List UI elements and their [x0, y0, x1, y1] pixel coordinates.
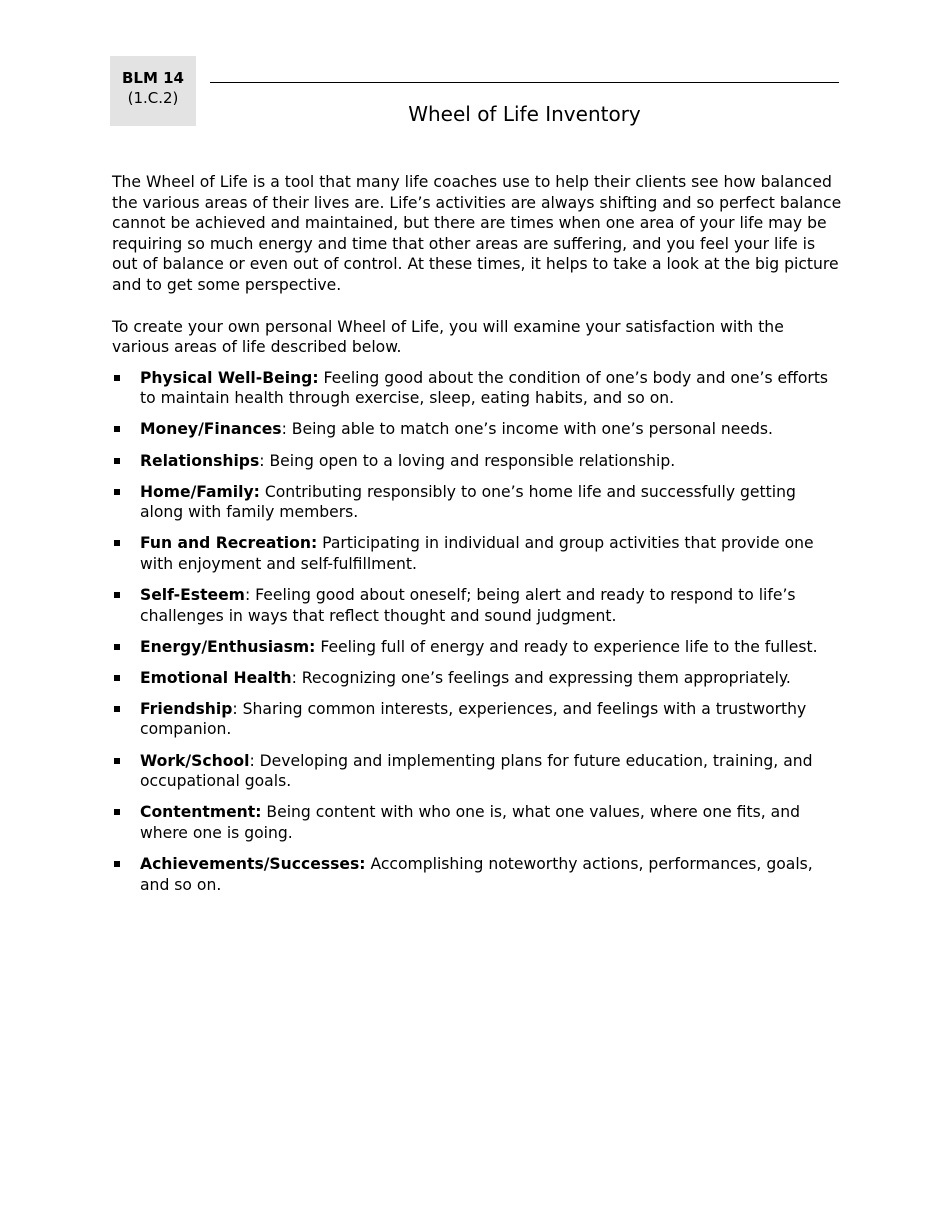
area-description: Feeling full of energy and ready to experience life to the fullest.: [315, 637, 818, 656]
area-description: Contributing responsibly to one’s home life and successfully getting along with family members.: [140, 482, 796, 522]
list-item: [112, 533, 842, 574]
area-description: : Developing and implementing plans for future education, training, and occupational goals.: [140, 751, 813, 791]
area-description: Feeling good about the condition of one’s body and one’s efforts to maintain health through exercise, sleep, eating habits, and so on.: [140, 368, 829, 408]
area-term: Achievements/Successes:: [140, 854, 366, 873]
square-bullet-icon: [114, 644, 120, 650]
area-description: : Being able to match one’s income with one’s personal needs.: [281, 420, 773, 439]
area-term: Work/School: [140, 751, 250, 770]
intro-paragraph-2: To create your own personal Wheel of Life, you will examine your satisfaction with the various areas of life described below.: [112, 317, 784, 357]
square-bullet-icon: [114, 458, 120, 464]
header-rule: [210, 82, 839, 83]
list-item: [112, 368, 842, 409]
area-term: Relationships: [140, 451, 260, 470]
square-bullet-icon: [114, 426, 120, 432]
square-bullet-icon: [114, 809, 120, 815]
area-description: Being content with who one is, what one values, where one fits, and where one is going.: [140, 803, 800, 842]
area-term: Contentment:: [140, 803, 262, 822]
list-item: [112, 585, 842, 626]
area-term: Money/Finances: [140, 420, 282, 439]
list-item: [112, 668, 842, 689]
area-description: Accomplishing noteworthy actions, performances, goals, and so on.: [140, 854, 813, 894]
blm-code: BLM 14: [121, 69, 184, 87]
document-body: [112, 172, 842, 906]
list-item: [112, 637, 842, 658]
area-term: Friendship: [140, 699, 233, 718]
square-bullet-icon: [114, 861, 120, 867]
list-item: [112, 802, 842, 843]
list-item: [112, 854, 842, 895]
square-bullet-icon: [114, 489, 120, 495]
area-term: Fun and Recreation:: [140, 534, 318, 553]
square-bullet-icon: [114, 675, 120, 681]
life-areas-list: [112, 368, 842, 895]
list-item: [112, 699, 842, 740]
list-item: [112, 751, 842, 792]
list-item: [112, 451, 842, 472]
blm-label-box: [110, 56, 196, 126]
list-item: [112, 419, 842, 440]
square-bullet-icon: [114, 706, 120, 712]
area-description: Participating in individual and group activities that provide one with enjoyment and self-fulfillment.: [140, 534, 814, 573]
area-term: Energy/Enthusiasm:: [140, 637, 316, 656]
area-description: : Feeling good about oneself; being alert and ready to respond to life’s challenges in ways that reflect thought and sound judgment.: [140, 586, 796, 625]
area-description: : Recognizing one’s feelings and expressing them appropriately.: [291, 668, 791, 687]
area-term: Emotional Health: [140, 668, 292, 687]
list-item: [112, 482, 842, 523]
square-bullet-icon: [114, 758, 120, 764]
square-bullet-icon: [114, 375, 120, 381]
page-title: Wheel of Life Inventory: [408, 102, 641, 126]
area-term: Self-Esteem: [140, 586, 245, 604]
blm-reference: (1.C.2): [127, 89, 179, 107]
square-bullet-icon: [114, 592, 120, 598]
area-term: Home/Family:: [140, 482, 260, 501]
area-term: Physical Well-Being:: [140, 368, 319, 387]
area-description: : Being open to a loving and responsible relationship.: [259, 451, 676, 470]
area-description: : Sharing common interests, experiences, and feelings with a trustworthy companion.: [140, 699, 807, 739]
intro-paragraph-1: The Wheel of Life is a tool that many life coaches use to help their clients see how balanced the various areas of their lives are. Life’s activities are always shifting and so perfect balance cannot be achieved and maintained, but there are times when one area of your life may be requiring so much energy and time that other areas are suffering, and you feel your life is out of balance or even out of control. At these times, it helps to take a look at the big picture and to get some perspective.: [112, 173, 842, 294]
square-bullet-icon: [114, 540, 120, 546]
